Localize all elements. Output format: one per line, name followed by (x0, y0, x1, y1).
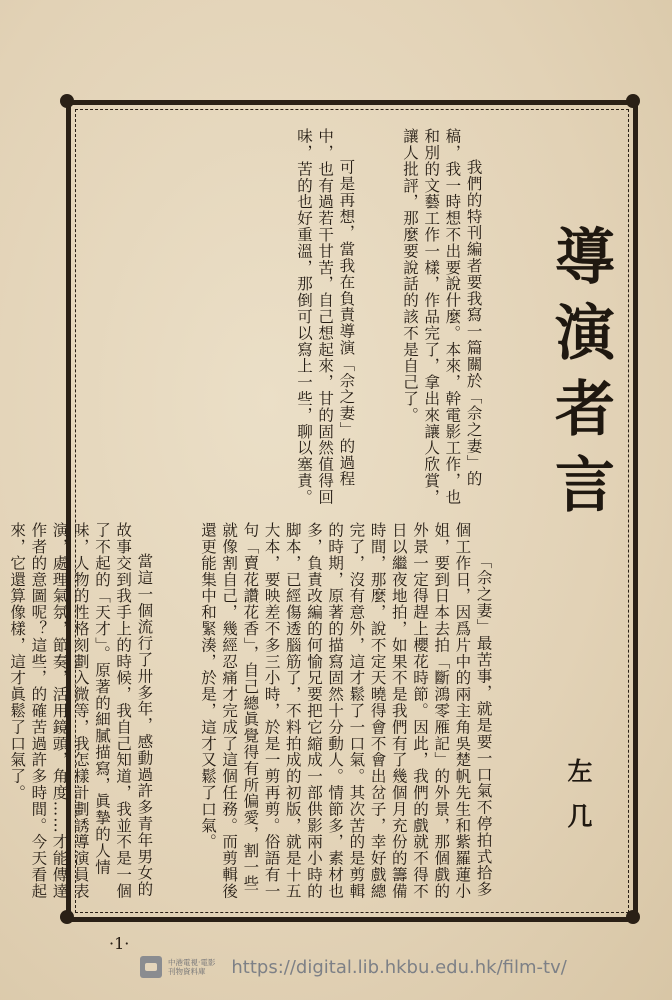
archive-logo-icon (140, 956, 162, 978)
border-corner-ornament (626, 910, 640, 924)
logo-text-line1: 中港電視·電影 (168, 958, 216, 967)
paragraph-3: 「佘之妻」最苦事，就是要一口氣不停拍式拾多個工作日，因爲片中的兩主角吳楚帆先生和紫羅蓮小姐，要到日本去拍「斷鴻零雁記」的外景，那個戲的外景一定得趕上櫻花時節。因此，我們的戲就不得不日以繼夜地拍，如果不是我們有了幾個月充份的籌備時間，那麼，說不定天曉得會不會出岔子，幸好戲總完了，沒有意外，這才鬆了一口氣。其次苦的是剪輯的時期，原著的描寫固然十分動人。情節多，素材也多，負責改編的何愉兄要把它縮成一部供影兩小時的脚本，已經傷透腦筋了，不料拍成的初版，就是十五大本，要映差不多三小時，於是一剪再剪。俗語有一句「賣花讚花香」，自己總眞覺得有所偏愛，割一些就像割自己，幾經忍痛才完成了這個任務。而剪輯後還更能集中和緊湊，於是，這才又鬆了口氣。 (198, 522, 493, 900)
article-body-upper (96, 128, 526, 513)
border-corner-ornament (60, 910, 74, 924)
paragraph-4: 當這一個流行了卅多年，感動過許多青年男女的故事交到我手上的時候，我自己知道，我並不是一個了不起的「天才」。原著的細膩描寫，眞摯的人情味，人物的性格刻劃入微等，我怎樣計劃誘導演員表演，處理氣氛，節奏，活用鏡頭，角度……才能傳達作者的意圖呢？這些，的確苦過許多時間。今天看起來，它還算像樣，這才眞鬆了口氣了。 (8, 522, 154, 900)
paragraph-1: 我們的特刊編者要我寫一篇關於「佘之妻」的稿，我一時想不出要說什麼。本來，幹電影工作，也和別的文藝工作一樣，作品完了，拿出來讓人欣賞，讓人批評，那麼要說話的該不是自己了。 (400, 128, 483, 506)
border-corner-ornament (626, 94, 640, 108)
author-name: 左几 (564, 758, 593, 848)
logo-text-line2: 刊物資料庫 (168, 967, 206, 976)
archive-logo-text (168, 958, 215, 976)
article-title: 導演者言 (545, 225, 615, 529)
border-corner-ornament (60, 94, 74, 108)
archive-url-link[interactable]: https://digital.lib.hkbu.edu.hk/film-tv/ (231, 956, 567, 978)
archive-footer (140, 956, 567, 978)
paragraph-2: 可是再想，當我在負責導演「佘之妻」的過程中，也有過若干甘苦，自己想起來，甘的固然值得回味，苦的也好重溫，那倒可以寫上一些，聊以塞責。 (294, 128, 356, 506)
page-number: ·1· (109, 934, 130, 953)
article-body-lower (8, 522, 536, 902)
